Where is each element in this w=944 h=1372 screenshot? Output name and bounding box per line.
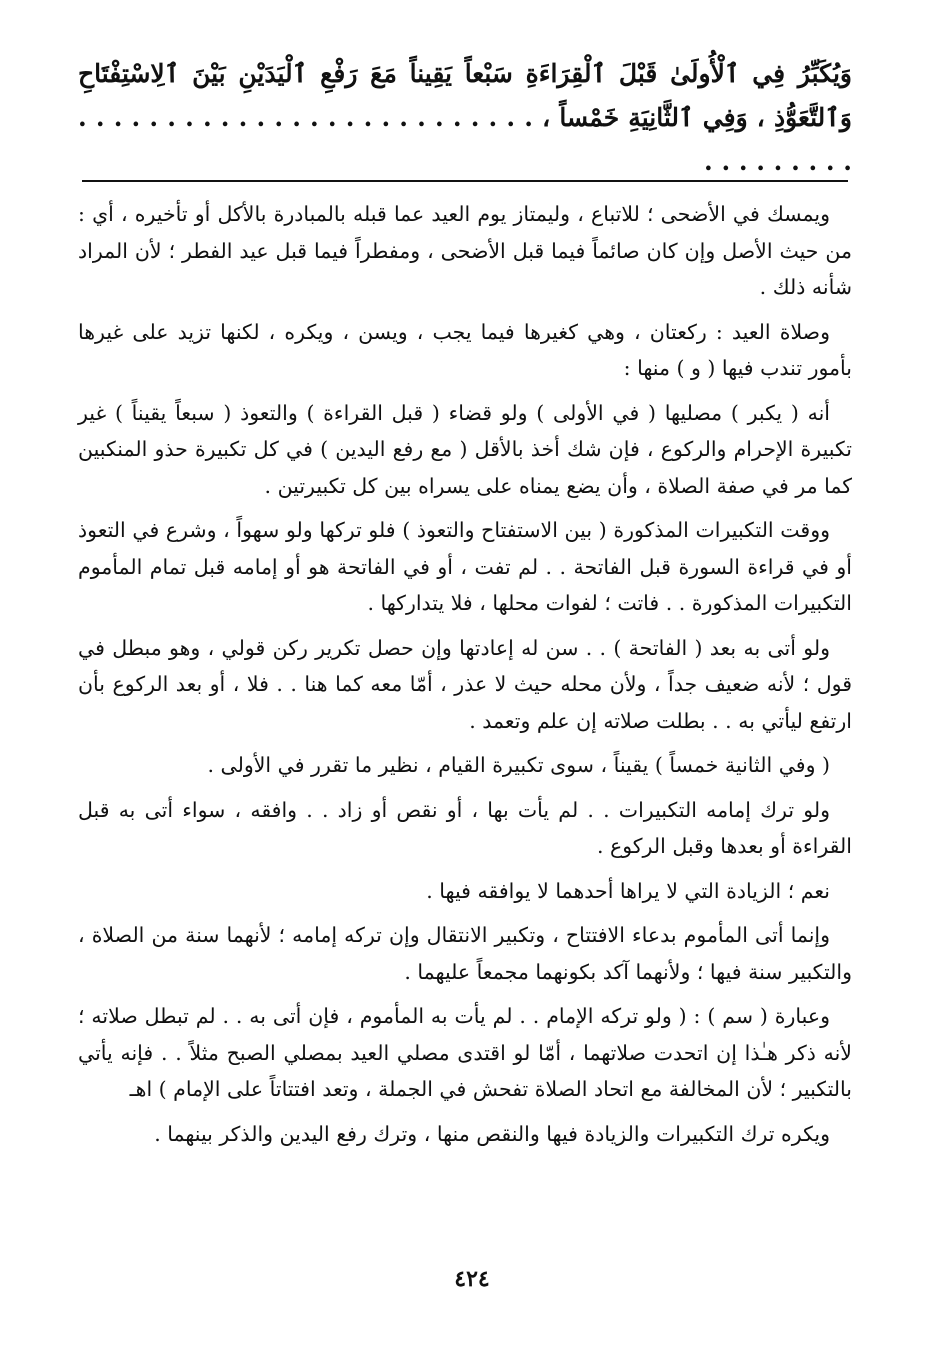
matn-divider	[82, 180, 848, 182]
paragraph: نعم ؛ الزيادة التي لا يراها أحدهما لا يوافقه فيها .	[426, 878, 830, 903]
paragraph: أنه ( يكبر ) مصليها ( في الأولى ) ولو قضاء ( قبل القراءة ) والتعوذ ( سبعاً يقيناً ) غير تكبيرة الإحرام والركوع ، فإن شك أخذ بالأقل ( مع رفع اليدين ) في كل تكبيرة حذو المنكبين كما مر في صفة الصلاة ، وأن يضع يمناه على يسراه بين كل تكبيرتين .	[78, 400, 852, 498]
page-number: ٤٢٤	[454, 1266, 490, 1292]
paragraph: ويكره ترك التكبيرات والزيادة فيها والنقص منها ، وترك رفع اليدين والذكر بينهما .	[154, 1121, 830, 1146]
paragraph: وصلاة العيد : ركعتان ، وهي كغيرها فيما يجب ، ويسن ، ويكره ، لكنها تزيد على غيرها بأمور تندب فيها ( و ) منها :	[78, 319, 852, 380]
paragraph: ويمسك في الأضحى ؛ للاتباع ، وليمتاز يوم العيد عما قبله بالمبادرة بالأكل أو تأخيره ، أي : من حيث الأصل وإن كان صائماً فيما قبل الأضحى ، ومفطراً فيما قبل عيد الفطر ؛ لأن المراد شأنه ذلك .	[78, 202, 852, 299]
paragraph: وعبارة ( سم ) : ( ولو تركه الإمام . . لم يأت به المأموم ، فإن أتى به . . لم تبطل صلاته ؛ لأنه ذكر هـٰذا إن اتحدت صلاتهما ، أمّا لو اقتدى مصلي العيد بمصلي الصبح مثلاً . . فإنه يأتي بالتكبير ؛ لأن المخالفة مع اتحاد الصلاة تفحش في الجملة ، وتعد افتتاتاً على الإمام ) اهـ	[78, 1004, 852, 1101]
commentary-body	[78, 196, 852, 1160]
paragraph: ولو أتى به بعد ( الفاتحة ) . . سن له إعادتها وإن حصل تكرير ركن قولي ، وهو مبطل في قول ؛ لأنه ضعيف جداً ، ولأن محله حيث لا عذر ، أمّا معه كما هنا . . فلا ، أو بعد الركوع بأن ارتفع ليأتي به . . بطلت صلاته إن علم وتعمد .	[78, 635, 852, 733]
matn-text: وَيُكَبِّرُ فِي ٱلْأُولَىٰ قَبْلَ ٱلْقِرَاءَةِ سَبْعاً يَقِيناً مَعَ رَفْعِ ٱلْيَدَيْنِ بَيْنَ ٱلِاسْتِفْتَاحِ وَٱلتَّعَوُّذِ ، وَفِي ٱلثَّانِيَةِ خَمْساً ، . . . . . . . . . . . . . . . . . . . . . . . . . . . . . . . . . . .	[78, 59, 852, 176]
paragraph: ( وفي الثانية خمساً ) يقيناً ، سوى تكبيرة القيام ، نظير ما تقرر في الأولى .	[207, 753, 830, 777]
paragraph: ولو ترك إمامه التكبيرات . . لم يأت بها ، أو نقص أو زاد . . وافقه ، سواء أتى به قبل القراءة أو بعدها وقبل الركوع .	[78, 797, 852, 858]
paragraph: ووقت التكبيرات المذكورة ( بين الاستفتاح والتعوذ ) فلو تركها ولو سهواً ، وشرع في التعوذ أو في قراءة السورة قبل الفاتحة . . لم تفت ، أو في الفاتحة هو أو إمامه قبل تمام المأموم التكبيرات المذكورة . . فاتت ؛ لفوات محلها ، فلا يتداركها .	[78, 518, 852, 615]
paragraph: وإنما أتى المأموم بدعاء الافتتاح ، وتكبير الانتقال وإن تركه إمامه ؛ لأنهما سنة من الصلاة ، والتكبير سنة فيها ؛ ولأنهما آكد بكونهما مجمعاً عليهما .	[78, 923, 852, 984]
